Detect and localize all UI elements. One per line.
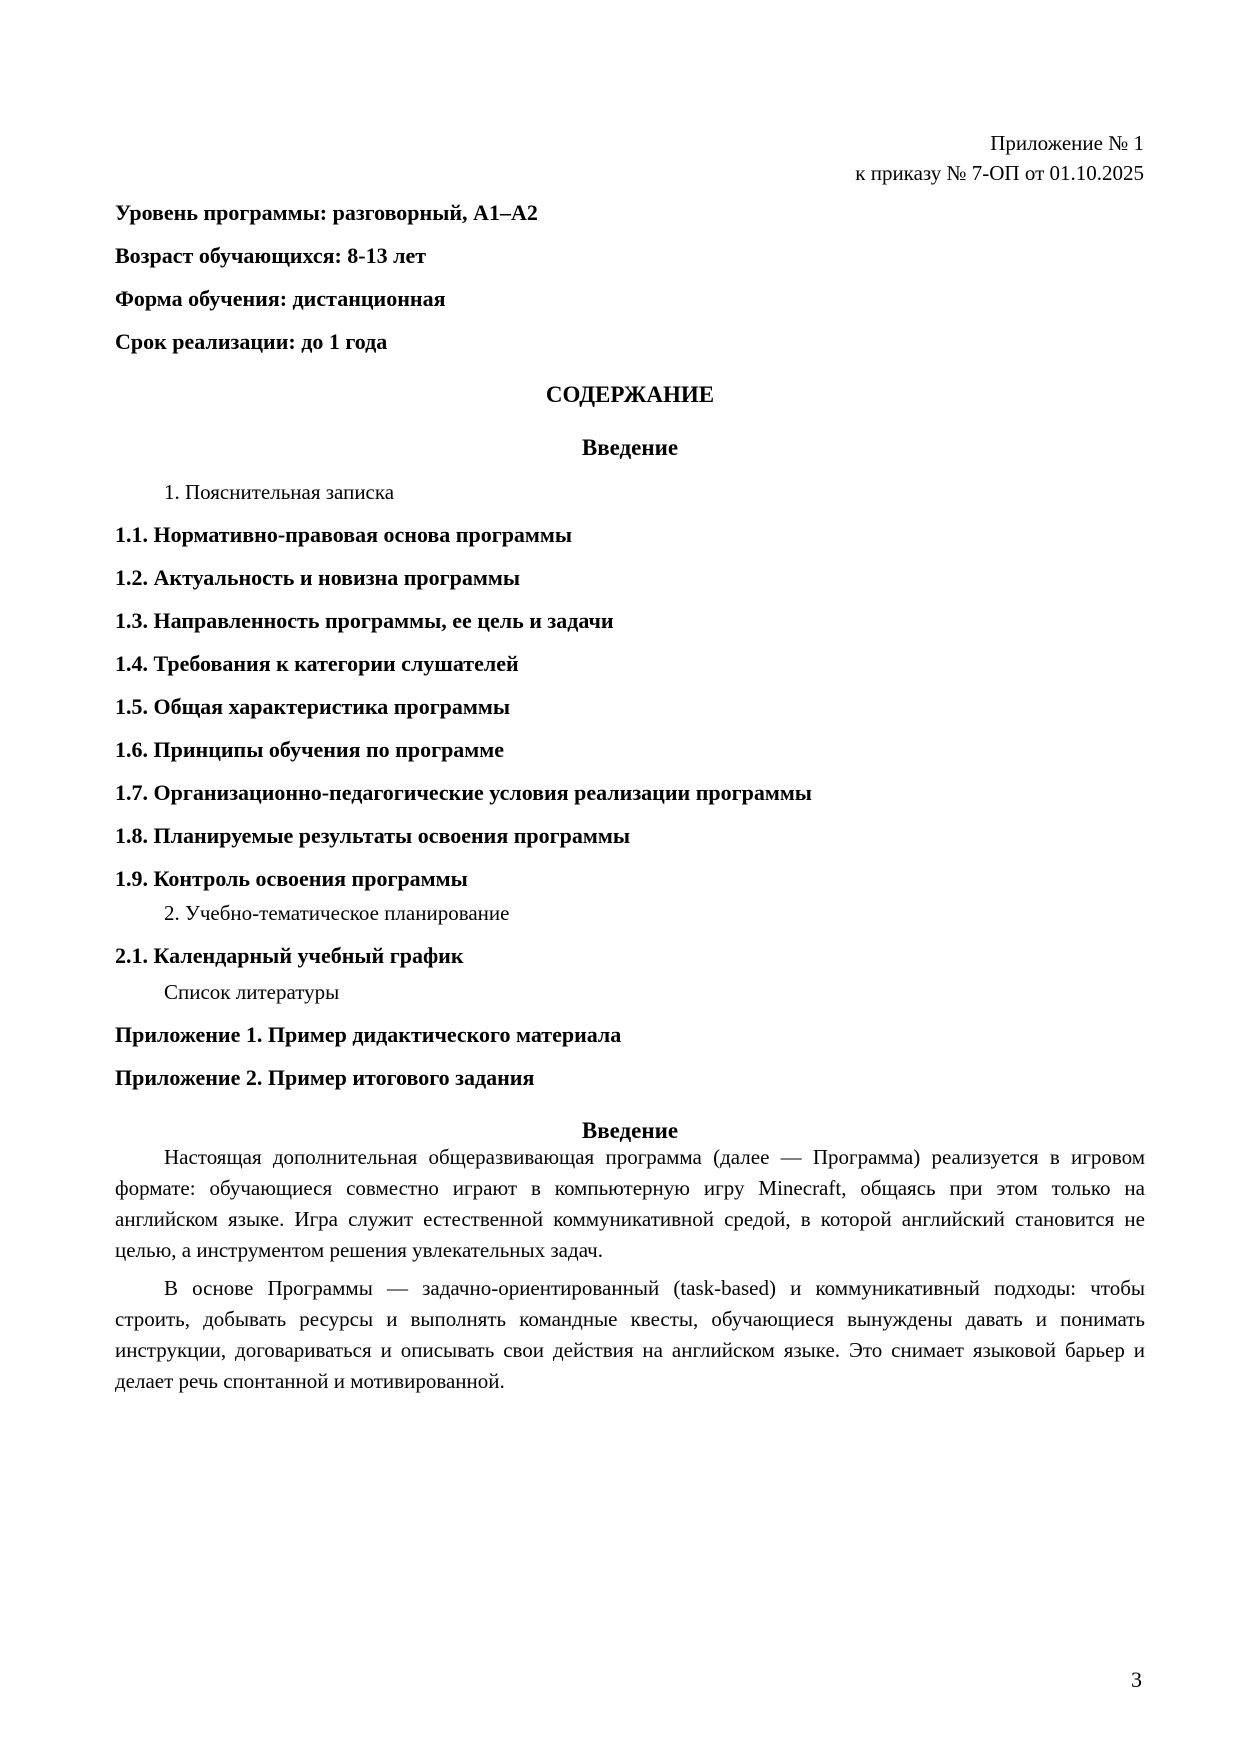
toc-item: 2.1. Календарный учебный график: [115, 943, 464, 968]
program-level: Уровень программы: разговорный, A1–A2: [115, 200, 538, 225]
appendix-note: [855, 128, 1144, 188]
appendix-number: Приложение № 1: [990, 131, 1144, 155]
contents-title: СОДЕРЖАНИЕ: [545, 382, 715, 407]
intro-paragraph-2: В основе Программы — задачно-ориентированный (task-based) и коммуникативный подходы: чтобы строить, добывать ресурсы и выполнять командные квесты, обучающиеся вынуждены давать и понимать инструкции, договариваться и описывать свои действия на английском языке. Это снимает языковой барьер и делает речь спонтанной и мотивированной.: [115, 1276, 1145, 1393]
toc-item: 1.8. Планируемые результаты освоения программы: [115, 823, 631, 848]
order-reference: к приказу № 7-ОП от 01.10.2025: [855, 161, 1144, 185]
toc-item: 1.6. Принципы обучения по программе: [115, 737, 505, 762]
toc-item: Приложение 1. Пример дидактического материала: [115, 1022, 622, 1047]
implementation-term: Срок реализации: до 1 года: [115, 329, 388, 354]
toc-intro-heading: Введение: [581, 435, 679, 460]
page-number: 3: [1131, 1667, 1142, 1692]
toc-item: 1.2. Актуальность и новизна программы: [115, 565, 521, 590]
toc-item: 1.7. Организационно-педагогические условия реализации программы: [115, 780, 812, 805]
student-age: Возраст обучающихся: 8-13 лет: [115, 243, 427, 268]
toc-item: 1.9. Контроль освоения программы: [115, 866, 468, 891]
toc-item: 1.1. Нормативно-правовая основа программы: [115, 522, 573, 547]
intro-heading: Введение: [581, 1118, 679, 1143]
toc-item: 1. Пояснительная записка: [164, 480, 395, 504]
toc-item: 1.4. Требования к категории слушателей: [115, 651, 519, 676]
intro-paragraph-1: Настоящая дополнительная общеразвивающая программа (далее — Программа) реализуется в игровом формате: обучающиеся совместно играют в компьютерную игру Minecraft, общаясь при этом только на английском языке. Игра служит естественной коммуникативной средой, в которой английский становится не целью, а инструментом решения увлекательных задач.: [115, 1145, 1145, 1262]
study-form: Форма обучения: дистанционная: [115, 286, 446, 311]
toc-item: 1.5. Общая характеристика программы: [115, 694, 511, 719]
toc-item: 1.3. Направленность программы, ее цель и задачи: [115, 608, 614, 633]
toc-item: Приложение 2. Пример итогового задания: [115, 1065, 535, 1090]
toc-item: 2. Учебно-тематическое планирование: [164, 901, 510, 925]
toc-item: Список литературы: [164, 980, 340, 1004]
